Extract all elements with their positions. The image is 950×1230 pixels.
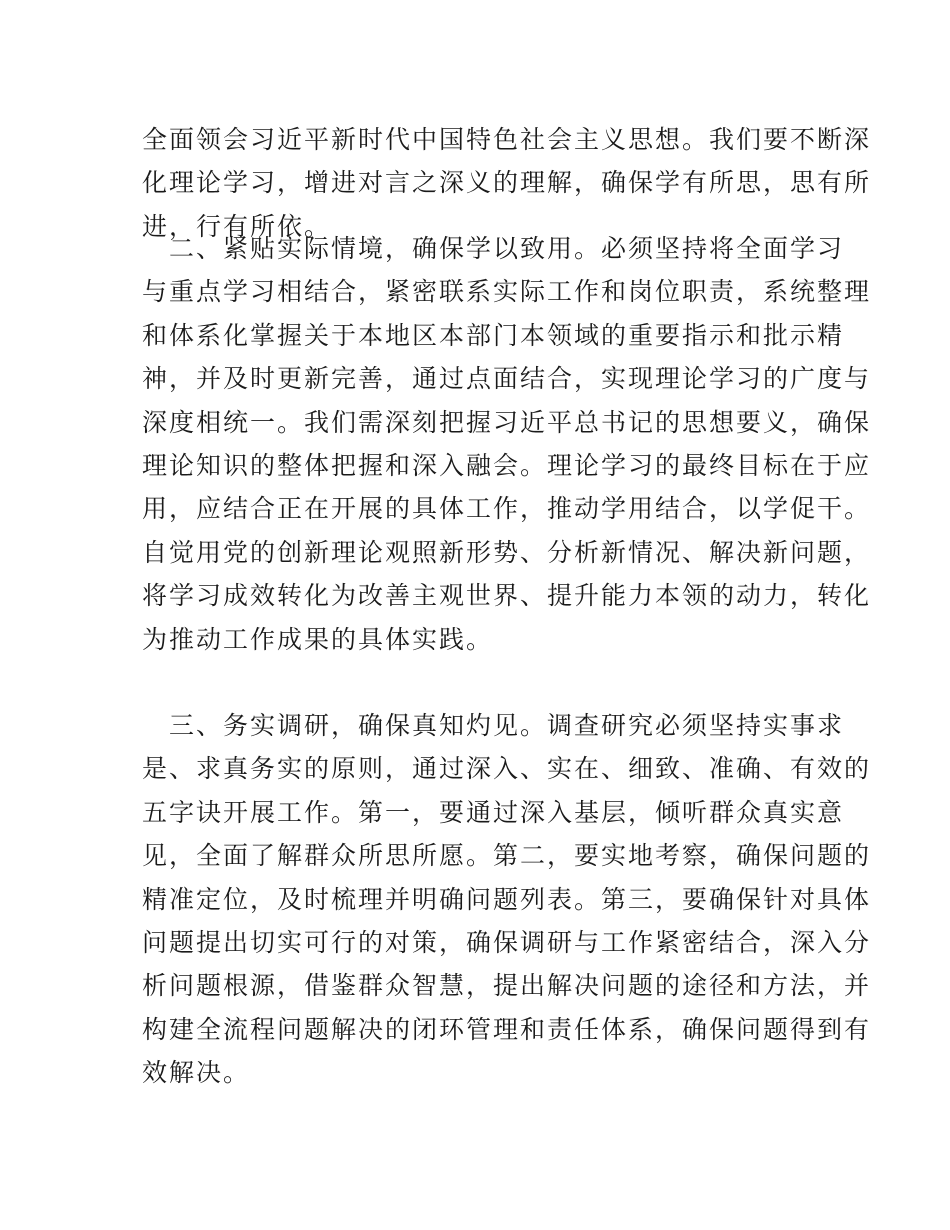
text-line: 三、务实调研，确保真知灼见。调查研究必须坚持实事求 — [142, 711, 845, 740]
text-line: 化理论学习，增进对言之深义的理解，确保学有所思，思有所 — [142, 168, 872, 198]
text-line: 五字诀开展工作。第一，要通过深入基层，倾听群众真实意 — [142, 797, 845, 827]
text-line: 全面领会习近平新时代中国特色社会主义思想。我们要不断深 — [142, 125, 872, 154]
text-line: 进，行有所依。 — [142, 211, 332, 241]
text-line: 构建全流程问题解决的闭环管理和责任体系，确保问题得到有 — [142, 1014, 872, 1044]
text-line: 与重点学习相结合，紧密联系实际工作和岗位职责，系统整理 — [142, 277, 872, 307]
text-line: 和体系化掌握关于本地区本部门本领域的重要指示和批示精 — [142, 320, 845, 350]
text-line: 析问题根源，借鉴群众智慧，提出解决问题的途径和方法，并 — [142, 971, 872, 1001]
text-line: 效解决。 — [142, 1058, 251, 1088]
text-line: 理论知识的整体把握和深入融会。理论学习的最终目标在于应 — [142, 451, 872, 481]
paragraph-section-two — [142, 227, 872, 661]
text-line: 问题提出切实可行的对策，确保调研与工作紧密结合，深入分 — [142, 928, 872, 958]
text-line: 自觉用党的创新理论观照新形势、分析新情况、解决新问题， — [142, 537, 872, 567]
text-line: 见，全面了解群众所思所愿。第二，要实地考察，确保问题的 — [142, 841, 872, 871]
text-line: 用，应结合正在开展的具体工作，推动学用结合，以学促干。 — [142, 494, 872, 524]
text-line: 为推动工作成果的具体实践。 — [142, 624, 494, 654]
text-line: 深度相统一。我们需深刻把握习近平总书记的思想要义，确保 — [142, 407, 872, 437]
text-line: 精准定位，及时梳理并明确问题列表。第三，要确保针对具体 — [142, 884, 872, 914]
paragraph-section-three — [142, 704, 872, 1095]
text-line: 将学习成效转化为改善主观世界、提升能力本领的动力，转化 — [142, 581, 872, 611]
text-line: 是、求真务实的原则，通过深入、实在、细致、准确、有效的 — [142, 754, 872, 784]
text-line: 神，并及时更新完善，通过点面结合，实现理论学习的广度与 — [142, 364, 872, 394]
text-line: 二、紧贴实际情境，确保学以致用。必须坚持将全面学习 — [142, 234, 845, 263]
